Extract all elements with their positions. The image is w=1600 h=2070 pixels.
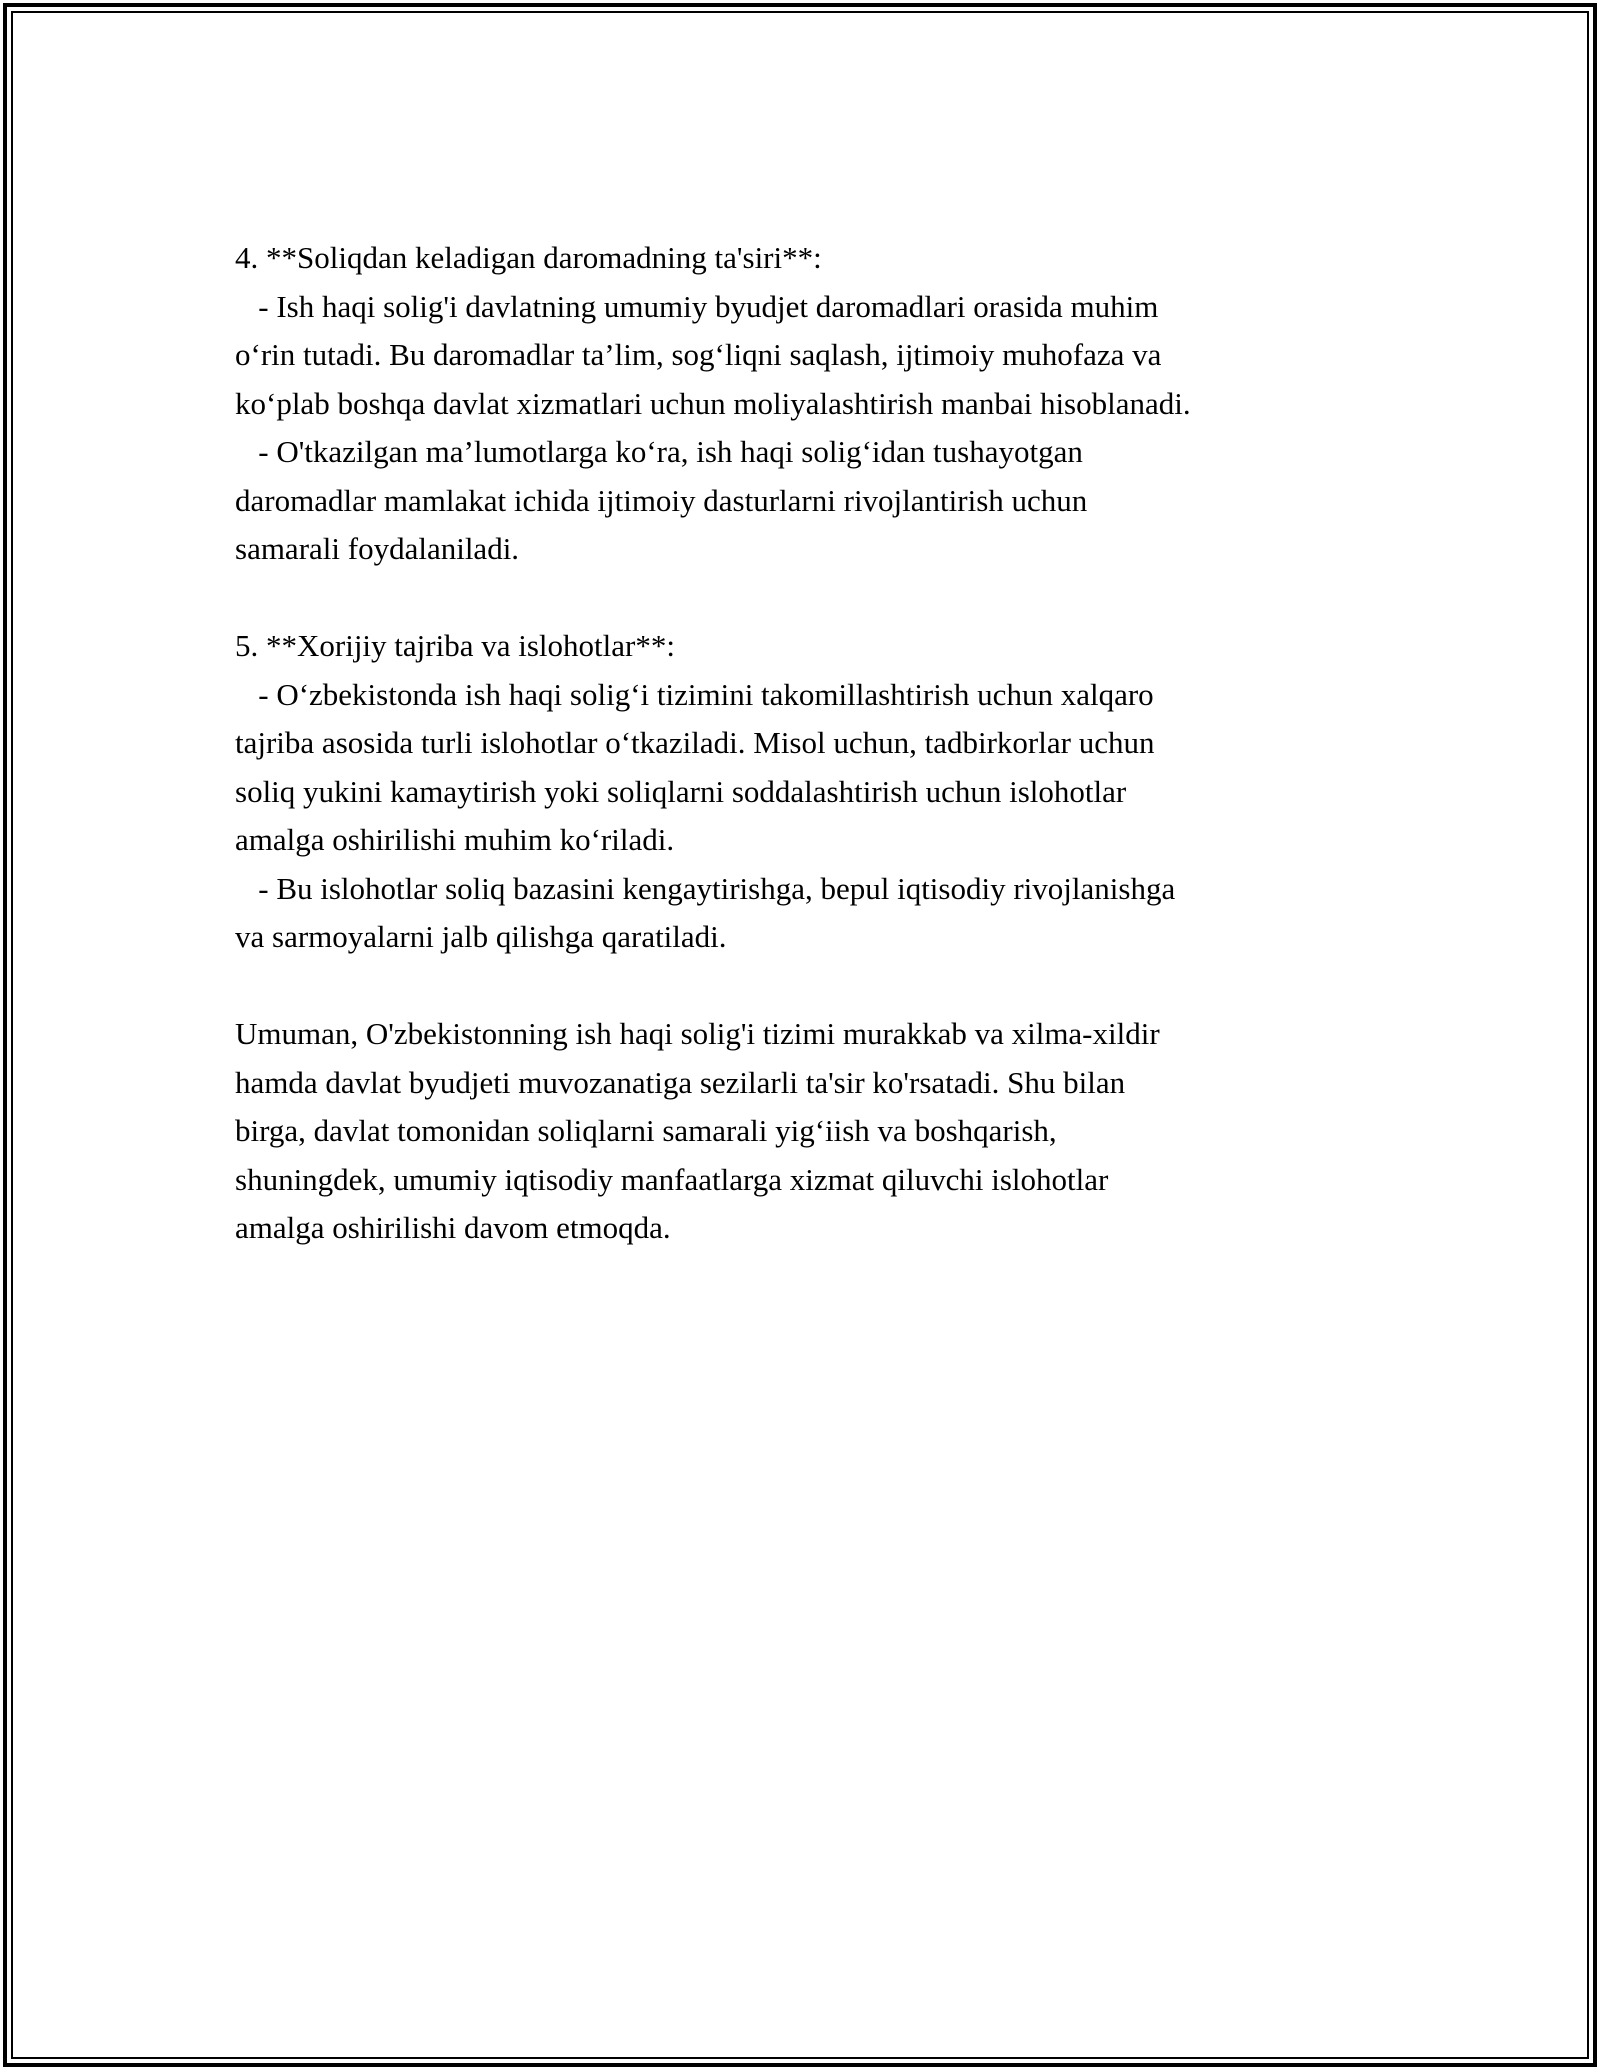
- section-tax-revenue-impact: [235, 234, 1395, 574]
- text-line: daromadlar mamlakat ichida ijtimoiy dasturlarni rivojlantirish uchun: [235, 482, 1088, 518]
- text-line: hamda davlat byudjeti muvozanatiga sezilarli ta'sir ko'rsatadi. Shu bilan: [235, 1064, 1126, 1100]
- paragraph-spacer: [235, 574, 1395, 623]
- text-line: soliq yukini kamaytirish yoki soliqlarni soddalashtirish uchun islohotlar: [235, 773, 1127, 809]
- document-body: [235, 234, 1395, 1253]
- section-heading: 5. **Xorijiy tajriba va islohotlar**:: [235, 628, 675, 663]
- text-line: amalga oshirilishi davom etmoqda.: [235, 1210, 671, 1245]
- section-conclusion: [235, 1010, 1395, 1253]
- paragraph-spacer: [235, 962, 1395, 1011]
- text-line: samarali foydalaniladi.: [235, 531, 520, 566]
- text-line: ko‘plab boshqa davlat xizmatlari uchun moliyalashtirish manbai hisoblanadi.: [235, 385, 1191, 421]
- text-line: birga, davlat tomonidan soliqlarni samarali yig‘iish va boshqarish,: [235, 1113, 1057, 1148]
- text-line: shuningdek, umumiy iqtisodiy manfaatlarga xizmat qiluvchi islohotlar: [235, 1161, 1109, 1197]
- text-line: va sarmoyalarni jalb qilishga qaratiladi.: [235, 919, 727, 954]
- text-line: - O'tkazilgan ma’lumotlarga ko‘ra, ish haqi solig‘idan tushayotgan: [235, 434, 1083, 469]
- text-line: Umuman, O'zbekistonning ish haqi solig'i tizimi murakkab va xilma-xildir: [235, 1016, 1160, 1051]
- text-line: amalga oshirilishi muhim ko‘riladi.: [235, 822, 675, 857]
- section-heading: 4. **Soliqdan keladigan daromadning ta'siri**:: [235, 240, 822, 275]
- text-line: - Bu islohotlar soliq bazasini kengaytirishga, bepul iqtisodiy rivojlanishga: [235, 870, 1176, 906]
- section-foreign-experience-reforms: [235, 622, 1395, 962]
- text-line: - Ish haqi solig'i davlatning umumiy byudjet daromadlari orasida muhim: [235, 288, 1159, 324]
- text-line: tajriba asosida turli islohotlar o‘tkaziladi. Misol uchun, tadbirkorlar uchun: [235, 725, 1155, 760]
- text-line: - O‘zbekistonda ish haqi solig‘i tizimini takomillashtirish uchun xalqaro: [235, 676, 1154, 712]
- text-line: o‘rin tutadi. Bu daromadlar ta’lim, sog‘liqni saqlash, ijtimoiy muhofaza va: [235, 337, 1162, 372]
